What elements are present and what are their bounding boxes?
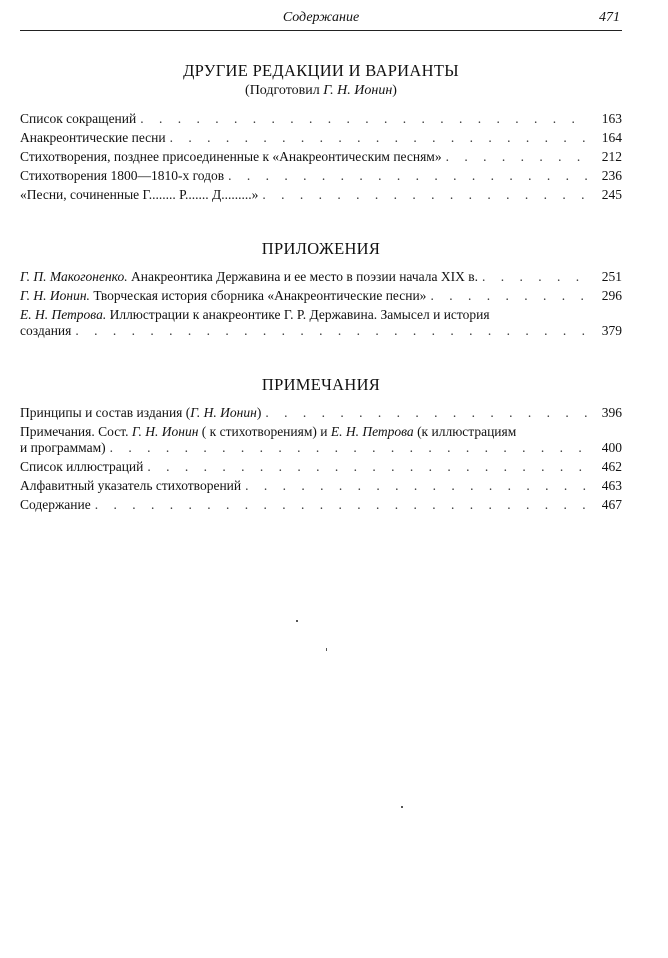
- toc-entry-title: [20, 269, 478, 285]
- toc-entry-page: 163: [601, 111, 622, 126]
- dot-leader: [430, 288, 590, 304]
- toc-entry[interactable]: [20, 168, 622, 184]
- toc-entry-title: Список иллюстраций: [20, 459, 144, 474]
- toc-entry-author: Г. Н. Ионин.: [20, 288, 90, 303]
- running-head-title: Содержание: [282, 10, 360, 25]
- toc-entry[interactable]: [20, 459, 622, 475]
- toc-entry-title: [20, 288, 426, 304]
- toc-entry-text: Анакреонтика Державина и ее место в поэзии начала XIX в.: [127, 269, 479, 284]
- scan-speck: [326, 648, 327, 651]
- toc-entry-title: Список сокращений: [20, 111, 137, 126]
- toc-entry[interactable]: [20, 478, 622, 494]
- toc-list: [20, 111, 622, 203]
- toc-list: [20, 405, 622, 421]
- toc-entry-page: 212: [601, 149, 622, 164]
- toc-entry-text-continued: создания: [20, 323, 72, 338]
- running-head: [20, 0, 622, 31]
- dot-leader: [140, 111, 590, 127]
- toc-entry[interactable]: [20, 288, 622, 304]
- toc-entry-line-1: [20, 307, 622, 323]
- dot-leader: [228, 168, 590, 184]
- toc-entry-page: 236: [601, 168, 622, 183]
- page: [20, 0, 622, 516]
- toc-entry-title: Алфавитный указатель стихотворений: [20, 478, 242, 493]
- toc-entry-author: Г. П. Макогоненко.: [20, 269, 128, 284]
- section-title: ПРИМЕЧАНИЯ: [261, 375, 381, 394]
- dot-leader: [110, 440, 590, 456]
- dot-leader: [75, 323, 590, 339]
- dot-leader: [95, 497, 590, 513]
- dot-leader: [147, 459, 590, 475]
- toc-entry-text-continued: и программам): [20, 440, 106, 455]
- toc-entry-text: Иллюстрации к анакреонтике Г. Р. Державина. Замысел и история: [106, 307, 490, 322]
- toc-entry-page: 251: [601, 269, 622, 284]
- toc-entry[interactable]: [20, 497, 622, 513]
- toc-entry-author: Е. Н. Петрова: [330, 424, 414, 439]
- section-other-editions: [20, 61, 622, 203]
- toc-entry-line-2: [20, 323, 622, 339]
- toc-entry[interactable]: [20, 111, 622, 127]
- toc-entry-title: [20, 405, 261, 421]
- toc-entry[interactable]: [20, 130, 622, 146]
- section-appendices: [20, 239, 622, 339]
- toc-entry-author: Г. Н. Ионин: [131, 424, 199, 439]
- section-subtitle: [20, 83, 622, 99]
- scan-speck: [296, 620, 298, 622]
- subtitle-suffix: ): [392, 83, 397, 98]
- toc-entry[interactable]: [20, 187, 622, 203]
- toc-entry-page: 379: [601, 323, 622, 338]
- toc-entry[interactable]: [20, 405, 622, 421]
- section-title: ПРИЛОЖЕНИЯ: [261, 239, 381, 258]
- toc-entry-page: 245: [601, 187, 622, 202]
- toc-entry-text: Творческая история сборника «Анакреонтические песни»: [89, 288, 427, 303]
- toc-entry-text: (к иллюстрациям: [413, 424, 517, 439]
- toc-entry-page: 467: [601, 497, 622, 512]
- toc-entry-page: 296: [601, 288, 622, 303]
- toc-entry-page: 463: [601, 478, 622, 493]
- toc-entry-line-1: [20, 424, 622, 440]
- dot-leader: [170, 130, 590, 146]
- toc-entry-text: Принципы и состав издания (: [20, 405, 191, 420]
- toc-entry-author: Г. Н. Ионин: [190, 405, 257, 420]
- toc-entry-title: «Песни, сочиненные Г........ Р....... Д.........»: [20, 187, 259, 202]
- toc-entry[interactable]: [20, 149, 622, 165]
- toc-entry-title: Анакреонтические песни: [20, 130, 166, 145]
- toc-entry-wrapped[interactable]: [20, 307, 622, 339]
- toc-entry-page: 462: [601, 459, 622, 474]
- section-title: ДРУГИЕ РЕДАКЦИИ И ВАРИАНТЫ: [183, 61, 459, 80]
- section-notes: [20, 375, 622, 513]
- toc-entry-text-after: ): [256, 405, 262, 420]
- dot-leader: [265, 405, 590, 421]
- toc-entry-line-2: [20, 440, 622, 456]
- toc-entry-title: Стихотворения 1800—1810-х годов: [20, 168, 225, 183]
- subtitle-author: Г. Н. Ионин: [323, 83, 393, 98]
- toc-entry-page: 164: [601, 130, 622, 145]
- dot-leader: [262, 187, 590, 203]
- dot-leader: [446, 149, 590, 165]
- dot-leader: [482, 269, 590, 285]
- subtitle-prefix: (Подготовил: [245, 83, 324, 98]
- scan-speck: [401, 806, 403, 808]
- toc-entry-wrapped[interactable]: [20, 424, 622, 456]
- toc-entry-text: ( к стихотворениям) и: [198, 424, 331, 439]
- dot-leader: [245, 478, 590, 494]
- toc-entry-text: Примечания. Сост.: [20, 424, 132, 439]
- toc-entry-page: 396: [601, 405, 622, 420]
- toc-entry-title: Стихотворения, позднее присоединенные к «Анакреонтическим песням»: [20, 149, 442, 164]
- toc-entry-author: Е. Н. Петрова.: [20, 307, 107, 322]
- toc-entry-page: 400: [601, 440, 622, 455]
- toc-entry[interactable]: [20, 269, 622, 285]
- running-head-page-number: 471: [599, 10, 620, 25]
- toc-list: [20, 459, 622, 513]
- toc-list: [20, 269, 622, 304]
- toc-entry-title: Содержание: [20, 497, 91, 512]
